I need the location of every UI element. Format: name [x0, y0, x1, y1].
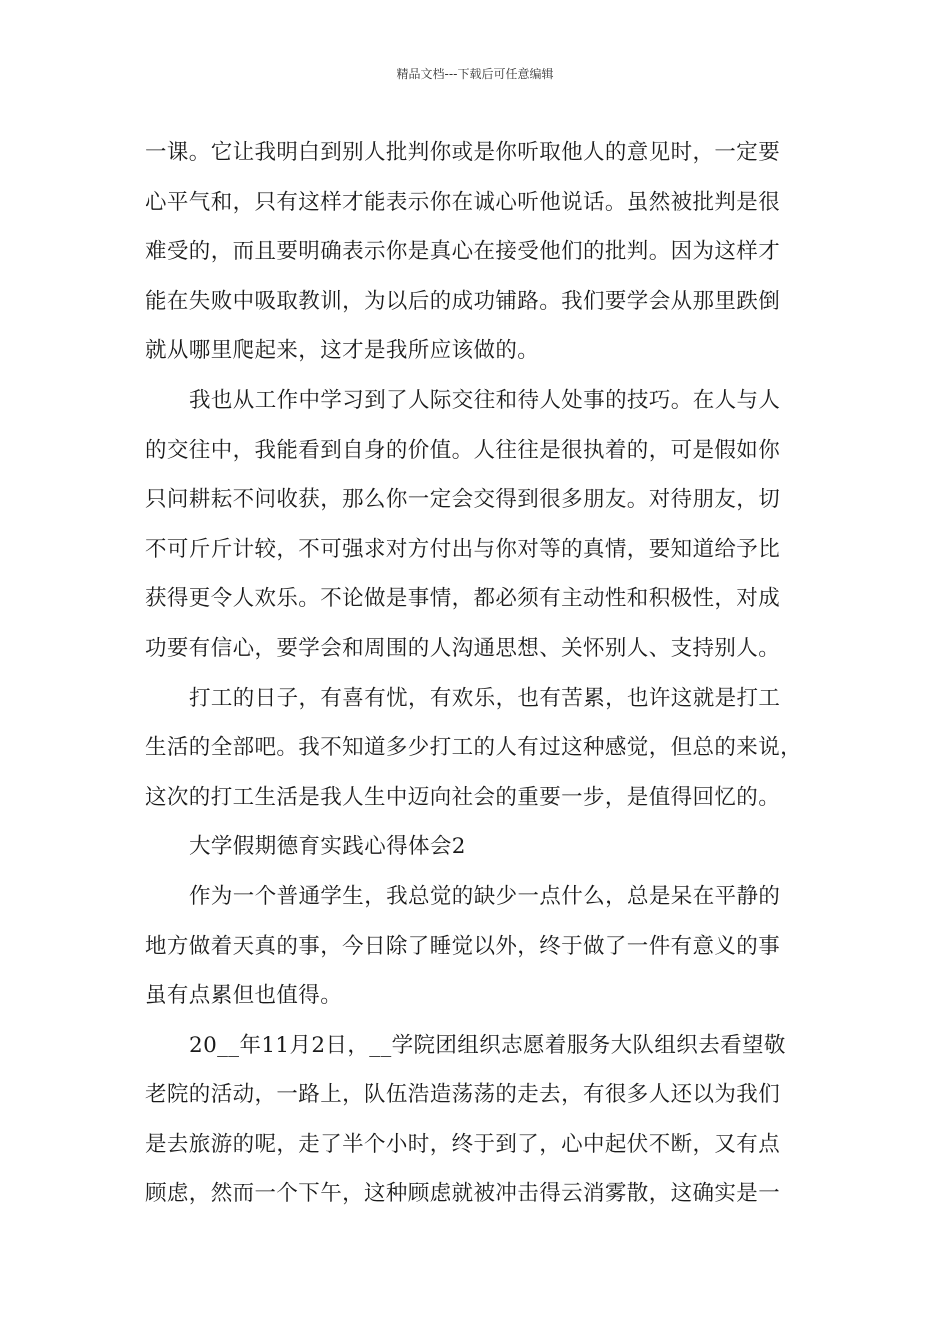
text-line: 虽有点累但也值得。 [145, 983, 343, 1009]
paragraph [145, 1021, 825, 1219]
text-line: 难受的，而且要明确表示你是真心在接受他们的批判。因为这样才 [145, 239, 781, 265]
document-body [145, 128, 825, 1219]
text-line: 这次的打工生活是我人生中迈向社会的重要一步，是值得回忆的。 [145, 784, 781, 810]
text-line: 地方做着天真的事，今日除了睡觉以外，终于做了一件有意义的事 [145, 933, 781, 959]
text-line: 一课。它让我明白到别人批判你或是你听取他人的意见时，一定要 [145, 140, 781, 165]
text-line: 就从哪里爬起来，这才是我所应该做的。 [145, 338, 540, 364]
text-line: 是去旅游的呢，走了半个小时，终于到了，心中起伏不断，又有点 [145, 1131, 781, 1157]
text-line: 只问耕耘不问收获，那么你一定会交得到很多朋友。对待朋友，切 [145, 487, 781, 513]
section-heading [145, 822, 825, 872]
text-line: 功要有信心，要学会和周围的人沟通思想、关怀别人、支持别人。 [145, 635, 781, 661]
page-header: 精品文档---下载后可任意编辑 [396, 67, 554, 81]
text-line: 心平气和，只有这样才能表示你在诚心听他说话。虽然被批判是很 [145, 189, 781, 215]
paragraph [145, 376, 825, 674]
heading-text: 大学假期德育实践心得体会2 [189, 834, 466, 860]
text-line: 20__年11月2日，__学院团组织志愿着服务大队组织去看望敬 [189, 1032, 786, 1058]
text-line: 作为一个普通学生，我总觉的缺少一点什么，总是呆在平静的 [189, 883, 781, 909]
paragraph [145, 674, 825, 823]
text-line: 不可斤斤计较，不可强求对方付出与你对等的真情，要知道给予比 [145, 536, 781, 562]
text-line: 我也从工作中学习到了人际交往和待人处事的技巧。在人与人 [189, 387, 781, 413]
text-line: 获得更令人欢乐。不论做是事情，都必须有主动性和积极性，对成 [145, 586, 781, 612]
text-line: 的交往中，我能看到自身的价值。人往往是很执着的，可是假如你 [145, 437, 781, 463]
text-line: 打工的日子，有喜有忧，有欢乐，也有苦累，也许这就是打工 [189, 685, 781, 711]
text-line: 能在失败中吸取教训，为以后的成功铺路。我们要学会从那里跌倒 [145, 288, 781, 314]
text-line: 老院的活动，一路上，队伍浩造荡荡的走去，有很多人还以为我们 [145, 1082, 781, 1108]
paragraph [145, 872, 825, 1021]
text-line: 顾虑，然而一个下午，这种顾虑就被冲击得云消雾散，这确实是一 [145, 1181, 781, 1207]
paragraph [145, 128, 825, 376]
text-line: 生活的全部吧。我不知道多少打工的人有过这种感觉，但总的来说， [145, 735, 803, 761]
